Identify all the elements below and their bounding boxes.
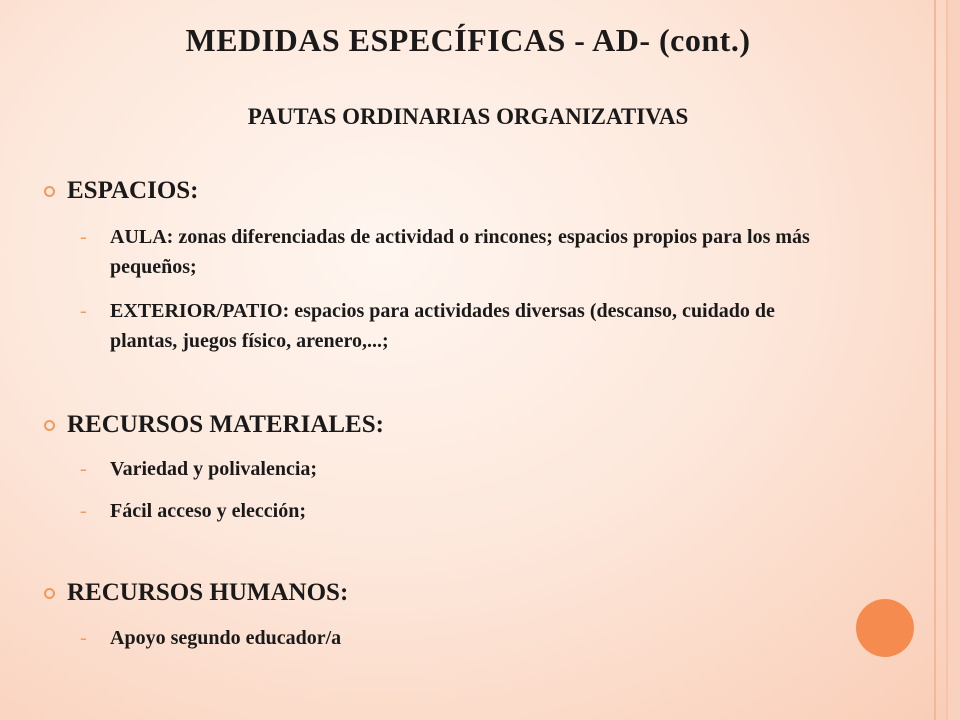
list-item xyxy=(80,623,840,653)
dash-bullet-icon: - xyxy=(80,300,87,322)
list-item xyxy=(80,222,840,282)
list-item-text: Fácil acceso y elección; xyxy=(110,500,307,522)
dash-bullet-icon: - xyxy=(80,627,87,649)
list-item xyxy=(80,296,840,356)
decorative-circle xyxy=(856,599,914,657)
section-heading-label: ESPACIOS: xyxy=(67,177,199,204)
list-item-text: AULA: zonas diferenciadas de actividad o rincones; espacios propios para los más pequeños; xyxy=(110,226,810,278)
circle-bullet-icon xyxy=(44,420,55,431)
slide-subtitle: PAUTAS ORDINARIAS ORGANIZATIVAS xyxy=(247,104,689,129)
circle-bullet-icon xyxy=(44,588,55,599)
dash-bullet-icon: - xyxy=(80,500,87,522)
section-heading-label: RECURSOS HUMANOS: xyxy=(67,579,349,606)
section-heading-label: RECURSOS MATERIALES: xyxy=(67,411,384,438)
list-item-text: EXTERIOR/PATIO: espacios para actividades diversas (descanso, cuidado de plantas, juegos físico, arenero,...; xyxy=(110,300,775,352)
list-item-text: Apoyo segundo educador/a xyxy=(110,627,342,649)
circle-bullet-icon xyxy=(44,186,55,197)
list-item xyxy=(80,496,840,526)
decorative-edge-strip xyxy=(948,0,960,720)
section-heading-recursos-materiales xyxy=(44,411,384,439)
section-heading-espacios xyxy=(44,177,199,205)
slide-title: MEDIDAS ESPECÍFICAS - AD- (cont.) xyxy=(185,22,751,58)
list-item-text: Variedad y polivalencia; xyxy=(110,458,318,480)
list-item xyxy=(80,454,840,484)
section-heading-recursos-humanos xyxy=(44,579,348,607)
dash-bullet-icon: - xyxy=(80,458,87,480)
dash-bullet-icon: - xyxy=(80,226,87,248)
